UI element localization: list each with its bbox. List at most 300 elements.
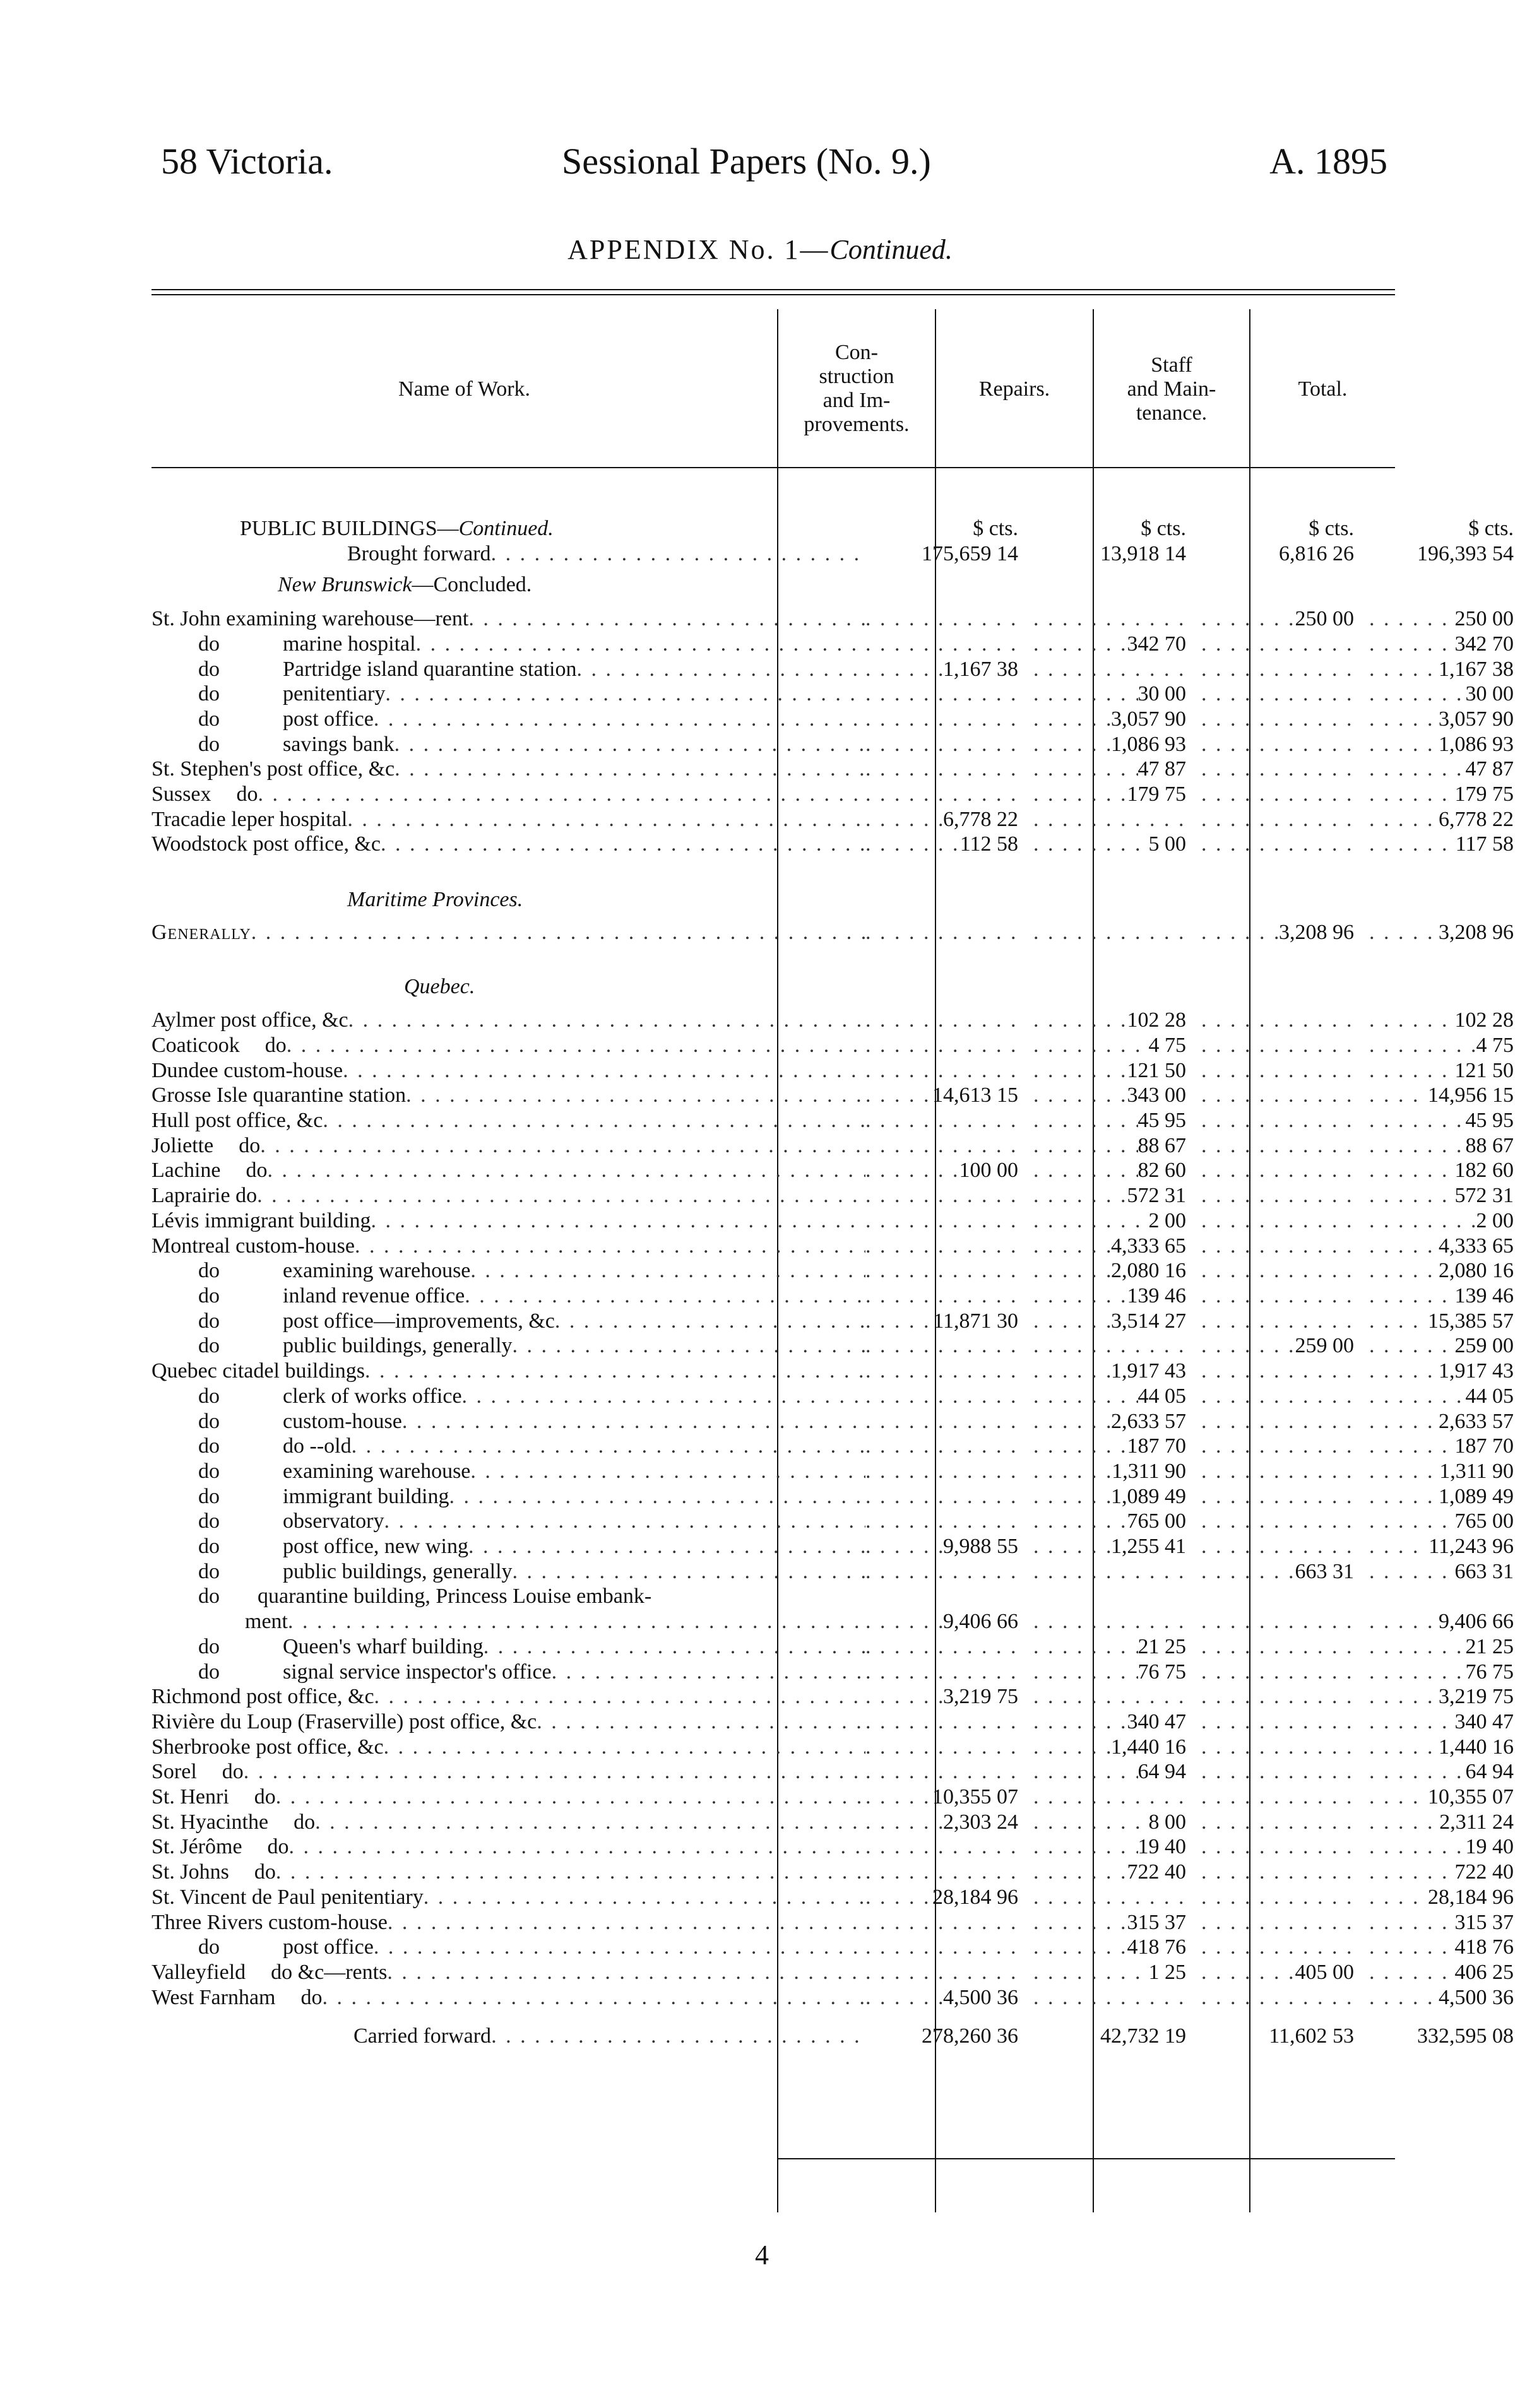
amount-value: 76 75	[1137, 1660, 1186, 1684]
work-name	[151, 1108, 865, 1133]
amount-cell	[1033, 1935, 1201, 1960]
dot-leader	[1369, 1960, 1455, 1985]
amount-value: 64 94	[1465, 1760, 1514, 1784]
amount-value: 3,219 75	[943, 1685, 1018, 1709]
dot-leader	[1369, 1133, 1466, 1159]
amount-cell	[865, 1709, 1033, 1735]
work-name-detail: do	[264, 1033, 287, 1057]
amount-value: $ cts.	[973, 517, 1018, 540]
work-name-cell	[151, 2024, 865, 2049]
amount-value: 1,167 38	[943, 657, 1018, 681]
table-row	[151, 1083, 1520, 1108]
dot-leader	[1201, 807, 1354, 832]
work-name	[151, 1158, 865, 1183]
amount-value: 182 60	[1454, 1159, 1514, 1183]
amount-value: 21 25	[1465, 1634, 1514, 1658]
dot-leader	[865, 1709, 1018, 1735]
dot-leader	[374, 707, 865, 732]
amount-cell	[1033, 1359, 1201, 1384]
dot-leader	[865, 1158, 959, 1183]
dot-leader	[1201, 1183, 1354, 1208]
header-left: 58 Victoria.	[161, 141, 333, 182]
spacer-cell	[151, 598, 1520, 606]
amount-value: 3,208 96	[1439, 920, 1514, 944]
table-row	[151, 1008, 1520, 1033]
dot-leader	[1201, 1509, 1354, 1534]
dot-leader	[865, 782, 1018, 807]
dot-leader	[1033, 782, 1127, 807]
amount-cell	[865, 1484, 1033, 1509]
dot-leader	[1033, 632, 1127, 657]
work-name	[151, 1083, 865, 1108]
header-center: Sessional Papers (No. 9.)	[562, 141, 931, 182]
amount-cell	[1369, 1584, 1520, 1609]
dot-leader	[1201, 1384, 1354, 1409]
amount-cell	[865, 1960, 1033, 1985]
amount-cell	[1369, 1985, 1520, 2010]
amount-cell	[1201, 1609, 1369, 1634]
dot-leader	[416, 632, 865, 657]
amount-cell	[1369, 1258, 1520, 1284]
work-name-text: do	[198, 1409, 220, 1433]
amount-cell	[1033, 572, 1201, 598]
amount-cell	[865, 1108, 1033, 1133]
work-name-cell	[151, 1509, 865, 1534]
amount-value: 102 28	[1454, 1008, 1514, 1032]
dot-leader	[865, 1609, 943, 1634]
amount-value: 88 67	[1465, 1133, 1514, 1157]
work-name-cell	[151, 1083, 865, 1108]
dot-leader	[1201, 1609, 1354, 1634]
work-name-cell	[151, 1660, 865, 1685]
dot-leader	[1369, 1860, 1455, 1885]
dot-leader	[1201, 1634, 1354, 1660]
dot-leader	[1201, 732, 1354, 757]
work-name-text: do	[198, 632, 220, 656]
dot-leader	[1033, 1834, 1138, 1860]
quebec-heading-label	[151, 974, 865, 1000]
dot-leader	[1033, 1785, 1186, 1810]
amount-cell	[1369, 974, 1520, 1000]
amount-cell	[865, 1309, 1033, 1334]
amount-value: 259 00	[1454, 1334, 1514, 1358]
dot-leader	[1201, 1709, 1354, 1735]
work-name	[151, 920, 865, 945]
dot-leader	[244, 1759, 865, 1785]
dot-leader	[1369, 1359, 1439, 1384]
amount-cell	[865, 1133, 1033, 1159]
dot-leader	[865, 1484, 1018, 1509]
dot-leader	[347, 807, 865, 832]
dot-leader	[1033, 1885, 1186, 1910]
dot-leader	[1201, 682, 1354, 707]
amount-cell	[1201, 1083, 1369, 1108]
dot-leader	[462, 1384, 865, 1409]
spacer-row	[151, 912, 1520, 920]
amount-cell	[865, 1284, 1033, 1309]
amount-value: 1,917 43	[1111, 1359, 1186, 1383]
dot-leader	[365, 1359, 865, 1384]
dot-leader	[1201, 1133, 1354, 1159]
amount-value: 100 00	[959, 1159, 1018, 1183]
amount-cell	[865, 887, 1033, 912]
dot-leader	[1201, 1810, 1354, 1835]
dot-leader	[865, 1083, 932, 1108]
amount-value: 28,184 96	[1428, 1885, 1514, 1909]
amount-value: 1 25	[1148, 1960, 1186, 1984]
table-row	[151, 1885, 1520, 1910]
dot-leader	[1369, 1208, 1476, 1234]
amount-cell	[865, 1834, 1033, 1860]
amount-cell	[1033, 732, 1201, 757]
dot-leader	[315, 1810, 865, 1835]
amount-cell	[1033, 1133, 1201, 1159]
work-name	[151, 1834, 865, 1860]
amount-value: 1,311 90	[1112, 1459, 1186, 1483]
amount-value: 722 40	[1454, 1860, 1514, 1884]
new-brunswick-heading	[151, 572, 1520, 598]
work-name-text: Sussex	[151, 782, 211, 806]
amount-cell	[1369, 516, 1520, 541]
amount-value: 9,988 55	[943, 1535, 1018, 1559]
amount-cell	[1201, 632, 1369, 657]
work-name-detail: examining warehouse	[283, 1259, 471, 1283]
dot-leader	[371, 1208, 865, 1234]
dot-leader	[257, 1183, 865, 1208]
table-row	[151, 1609, 1520, 1634]
generally-row	[151, 920, 1520, 945]
amount-cell	[1201, 1785, 1369, 1810]
amount-value: 2,303 24	[943, 1810, 1018, 1834]
dot-leader	[865, 1309, 933, 1334]
amount-value: 4 75	[1476, 1033, 1514, 1057]
appendix-table	[151, 516, 1520, 2049]
work-name	[151, 1459, 865, 1484]
dot-leader	[1369, 732, 1439, 757]
work-name-text: do	[198, 1334, 220, 1358]
dot-leader	[1201, 1559, 1295, 1585]
amount-cell	[865, 1935, 1033, 1960]
dot-leader	[1369, 1534, 1428, 1559]
dot-leader	[865, 1284, 1018, 1309]
dot-leader	[555, 1309, 865, 1334]
work-name	[151, 682, 865, 707]
dot-leader	[1369, 1258, 1439, 1284]
amount-value: 342 70	[1454, 632, 1514, 656]
work-name-cell	[151, 1759, 865, 1785]
amount-cell	[1201, 1409, 1369, 1434]
amount-value: 11,871 30	[933, 1309, 1018, 1333]
table-row	[151, 606, 1520, 632]
quebec-heading	[151, 974, 1520, 1000]
work-name-text: do	[198, 1935, 220, 1959]
work-name-detail: custom-house	[283, 1409, 402, 1433]
work-name-text: Joliette	[151, 1133, 214, 1157]
dot-leader	[1033, 732, 1111, 757]
amount-value: 6,778 22	[943, 807, 1018, 831]
amount-value: 2,080 16	[1439, 1259, 1514, 1283]
work-name-text: West Farnham	[151, 1985, 276, 2009]
spacer-cell	[151, 857, 1520, 887]
dot-leader	[465, 1284, 865, 1309]
amount-cell	[1033, 1484, 1201, 1509]
amount-value: 1,440 16	[1439, 1735, 1514, 1759]
new-brunswick-heading-label	[151, 572, 865, 598]
amount-cell	[1369, 1885, 1520, 1910]
dot-leader	[1201, 757, 1354, 782]
amount-cell	[1369, 1083, 1520, 1108]
amount-value: 13,918 14	[1100, 541, 1186, 565]
dot-leader	[865, 1509, 1018, 1534]
dot-leader	[865, 1735, 1018, 1760]
table-row	[151, 1158, 1520, 1183]
amount-cell	[1201, 1359, 1369, 1384]
dot-leader	[276, 1785, 865, 1810]
dot-leader	[1033, 1810, 1149, 1835]
work-name-cell	[151, 1409, 865, 1434]
dot-leader	[1369, 1660, 1466, 1685]
amount-cell	[1033, 1258, 1201, 1284]
amount-cell	[1033, 1384, 1201, 1409]
amount-cell	[1369, 2024, 1520, 2049]
work-name-detail: do	[236, 782, 258, 806]
work-name-cell	[151, 606, 865, 632]
amount-cell	[1369, 1785, 1520, 1810]
work-name	[151, 1960, 865, 1985]
work-name	[151, 1785, 865, 1810]
amount-cell	[1201, 606, 1369, 632]
amount-cell	[1033, 1083, 1201, 1108]
amount-value: 3,208 96	[1279, 920, 1354, 944]
work-name	[151, 782, 865, 807]
dot-leader	[1201, 632, 1354, 657]
dot-leader	[1369, 1735, 1439, 1760]
dot-leader	[1369, 1384, 1466, 1409]
work-name	[151, 541, 865, 567]
dot-leader	[1201, 1333, 1295, 1359]
amount-cell	[1201, 807, 1369, 832]
work-name-detail: clerk of works office	[283, 1384, 462, 1408]
dot-leader	[865, 832, 960, 857]
work-name	[151, 707, 865, 732]
amount-cell	[865, 807, 1033, 832]
dot-leader	[1369, 1559, 1455, 1585]
appendix-title-continued: Continued.	[829, 234, 953, 265]
dot-leader	[1369, 1509, 1455, 1534]
amount-value: 10,355 07	[932, 1785, 1018, 1809]
work-name-detail: do --old	[283, 1434, 352, 1458]
amount-cell	[1201, 572, 1369, 598]
table-row	[151, 1735, 1520, 1760]
amount-cell	[865, 1609, 1033, 1634]
amount-value: 21 25	[1137, 1634, 1186, 1658]
dot-leader	[865, 1935, 1018, 1960]
amount-cell	[1201, 1058, 1369, 1083]
dot-leader	[865, 732, 1018, 757]
dot-leader	[1033, 1985, 1186, 2010]
amount-cell	[1201, 541, 1369, 567]
work-name	[151, 1885, 865, 1910]
dot-leader	[384, 1735, 865, 1760]
amount-cell	[1033, 1885, 1201, 1910]
dot-leader	[1033, 1759, 1138, 1785]
amount-value: 82 60	[1137, 1159, 1186, 1183]
dot-leader	[1201, 1409, 1354, 1434]
dot-leader	[1369, 1058, 1455, 1083]
dot-leader	[1033, 1208, 1149, 1234]
dot-leader	[385, 682, 865, 707]
amount-cell	[1033, 1985, 1201, 2010]
amount-cell	[1369, 1634, 1520, 1660]
work-name-cell	[151, 732, 865, 757]
work-name	[151, 757, 865, 782]
amount-value: 315 37	[1454, 1910, 1514, 1934]
amount-cell	[1033, 757, 1201, 782]
amount-cell	[865, 1008, 1033, 1033]
column-total-header: Total.	[1298, 377, 1348, 401]
amount-cell	[865, 572, 1033, 598]
section-title-continued: Continued.	[458, 517, 554, 540]
amount-cell	[865, 516, 1033, 541]
amount-cell	[1033, 1459, 1201, 1484]
dot-leader	[865, 1409, 1018, 1434]
amount-cell	[865, 1785, 1033, 1810]
dot-leader	[1033, 1008, 1127, 1033]
amount-cell	[1033, 1684, 1201, 1709]
dot-leader	[1033, 1158, 1138, 1183]
amount-cell	[1369, 1459, 1520, 1484]
dot-leader	[1369, 1183, 1455, 1208]
table-row	[151, 1634, 1520, 1660]
subsection-suffix: —Concluded.	[412, 573, 532, 597]
work-name	[151, 1660, 865, 1685]
appendix-title-main: APPENDIX No. 1—	[567, 234, 830, 265]
work-name-cell	[151, 1534, 865, 1559]
amount-value: 5 00	[1148, 832, 1186, 856]
amount-cell	[1201, 920, 1369, 945]
amount-cell	[1369, 1735, 1520, 1760]
amount-cell	[865, 1183, 1033, 1208]
header-bottom-rule	[151, 467, 1395, 468]
amount-value: 2 00	[1148, 1208, 1186, 1232]
amount-value: 102 28	[1127, 1008, 1186, 1032]
dot-leader	[537, 1709, 865, 1735]
amount-cell	[1033, 632, 1201, 657]
amount-cell	[865, 1158, 1033, 1183]
amount-cell	[1201, 1834, 1369, 1860]
work-name-cell	[151, 1960, 865, 1985]
dot-leader	[1369, 1810, 1439, 1835]
dot-leader	[1201, 1083, 1354, 1108]
work-name-cell	[151, 1058, 865, 1083]
amount-value: 11,602 53	[1269, 2024, 1354, 2048]
maritime-heading-label	[151, 887, 865, 912]
dot-leader	[865, 1333, 1018, 1359]
dot-leader	[1369, 1284, 1455, 1309]
amount-cell	[1369, 757, 1520, 782]
amount-cell	[1369, 887, 1520, 912]
dot-leader	[865, 707, 1018, 732]
dot-leader	[1033, 657, 1186, 682]
amount-cell	[1033, 1559, 1201, 1585]
work-name-text: Three Rivers custom-house	[151, 1910, 388, 1934]
work-name-cell	[151, 1860, 865, 1885]
amount-cell	[865, 974, 1033, 1000]
amount-cell	[1369, 1709, 1520, 1735]
amount-cell	[865, 632, 1033, 657]
dot-leader	[1033, 757, 1138, 782]
amount-value: 663 31	[1454, 1559, 1514, 1583]
dot-leader	[865, 1208, 1018, 1234]
work-name-detail: do	[239, 1133, 261, 1157]
work-name-cell	[151, 1359, 865, 1384]
amount-value: 3,057 90	[1439, 707, 1514, 731]
amount-value: 315 37	[1127, 1910, 1186, 1934]
work-name-cell	[151, 1985, 865, 2010]
dot-leader	[1201, 606, 1295, 632]
amount-cell	[1201, 782, 1369, 807]
dot-leader	[865, 920, 1018, 945]
dot-leader	[1033, 807, 1186, 832]
dot-leader	[1033, 1108, 1138, 1133]
work-name	[151, 1684, 865, 1709]
work-name	[151, 1935, 865, 1960]
dot-leader	[1201, 1284, 1354, 1309]
amount-cell	[1201, 1133, 1369, 1159]
work-name-text: do	[198, 1284, 220, 1307]
work-name-text: do	[198, 682, 220, 706]
dot-leader	[1369, 1158, 1455, 1183]
amount-cell	[1369, 1058, 1520, 1083]
amount-cell	[1033, 1709, 1201, 1735]
amount-cell	[1201, 1284, 1369, 1309]
amount-cell	[1033, 974, 1201, 1000]
amount-value: 765 00	[1454, 1509, 1514, 1533]
work-name-text: St. Johns	[151, 1860, 229, 1884]
work-name-detail: do	[300, 1985, 323, 2009]
amount-cell	[1033, 541, 1201, 567]
amount-value: 1,255 41	[1111, 1535, 1186, 1559]
brought-forward-label: Brought forward	[347, 541, 491, 565]
amount-value: 179 75	[1127, 782, 1186, 806]
amount-cell	[1201, 1309, 1369, 1334]
table-row	[151, 1133, 1520, 1159]
amount-cell	[1201, 1158, 1369, 1183]
work-name-detail: Partridge island quarantine station	[283, 657, 577, 681]
amount-value: 1,167 38	[1439, 657, 1514, 681]
amount-cell	[1369, 1935, 1520, 1960]
amount-cell	[865, 1083, 1033, 1108]
dot-leader	[865, 1634, 1018, 1660]
work-name-cell	[151, 1584, 865, 1609]
work-name	[151, 1234, 865, 1259]
work-name-cell	[151, 1384, 865, 1409]
amount-value: 343 00	[1127, 1083, 1186, 1107]
dot-leader	[468, 606, 865, 632]
work-name-text: Coaticook	[151, 1033, 240, 1057]
amount-cell	[1201, 707, 1369, 732]
dot-leader	[865, 1033, 1018, 1058]
dot-leader	[1033, 707, 1111, 732]
amount-cell	[1201, 1709, 1369, 1735]
table-row	[151, 1459, 1520, 1484]
dot-leader	[352, 1434, 865, 1459]
dot-leader	[865, 1008, 1018, 1033]
table-row	[151, 1960, 1520, 1985]
dot-leader	[1201, 1434, 1354, 1459]
amount-value: 179 75	[1454, 782, 1514, 806]
amount-cell	[1201, 1033, 1369, 1058]
